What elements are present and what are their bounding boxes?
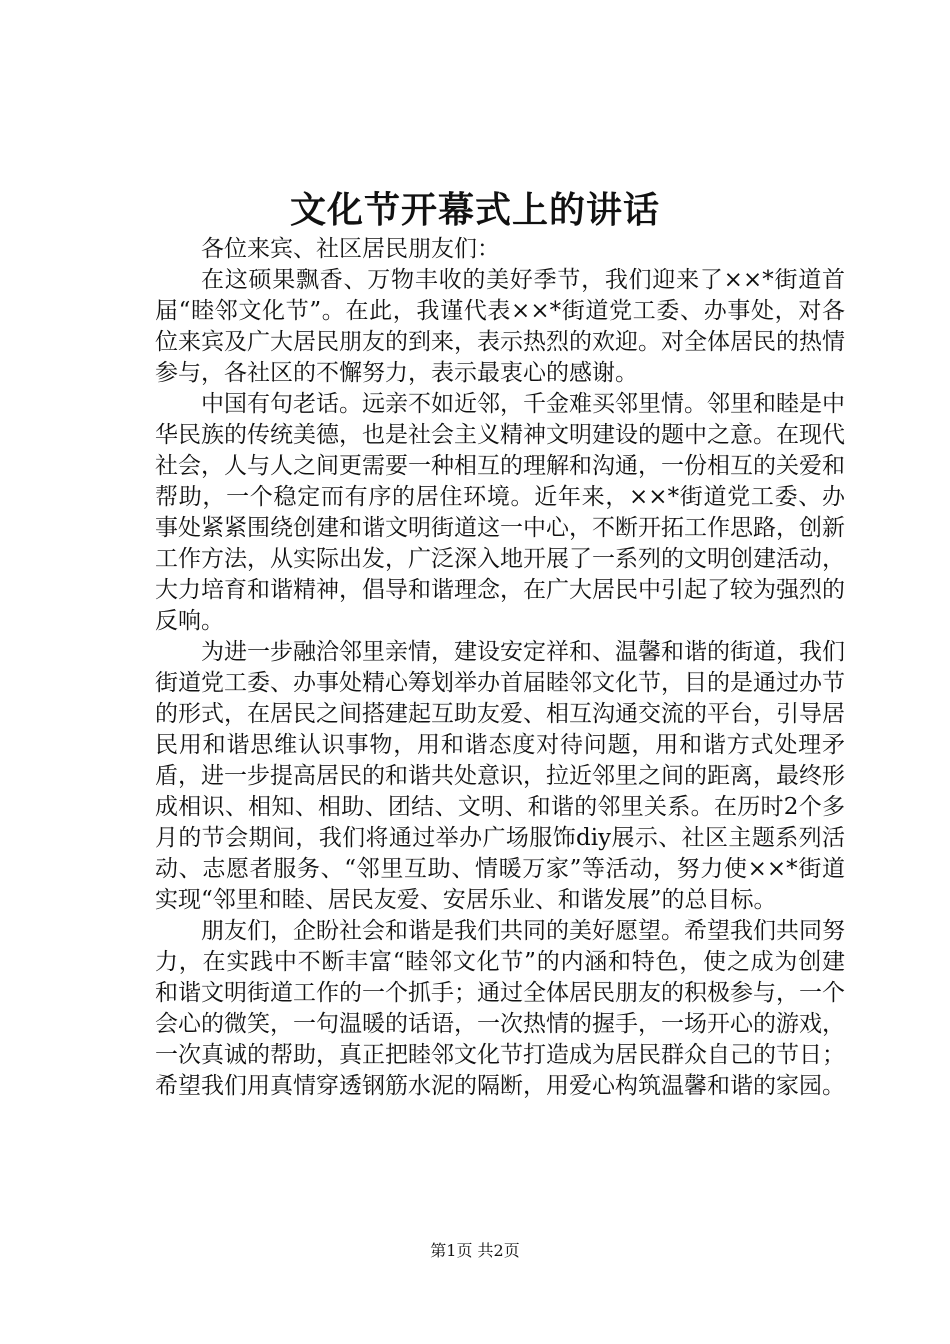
document-body (155, 234, 845, 1102)
salutation-paragraph: 各位来宾、社区居民朋友们： (201, 236, 500, 262)
body-paragraph: 中国有句老话。远亲不如近邻，千金难买邻里情。邻里和睦是中华民族的传统美德，也是社会主义精神文明建设的题中之意。在现代社会，人与人之间更需要一种相互的理解和沟通，一份相互的关爱和帮助，一个稳定而有序的居住环境。近年来，××*街道党工委、办事处紧紧围绕创建和谐文明街道这一中心，不断开拓工作思路，创新工作方法，从实际出发，广泛深入地开展了一系列的文明创建活动，大力培育和谐精神，倡导和谐理念，在广大居民中引起了较为强烈的反响。 (155, 391, 845, 634)
body-paragraph: 朋友们，企盼社会和谐是我们共同的美好愿望。希望我们共同努力，在实践中不断丰富“睦邻文化节”的内涵和特色，使之成为创建和谐文明街道工作的一个抓手；通过全体居民朋友的积极参与，一个会心的微笑，一句温暖的话语，一次热情的握手，一场开心的游戏，一次真诚的帮助，真正把睦邻文化节打造成为居民群众自己的节日；希望我们用真情穿透钢筋水泥的隔断，用爱心构筑温馨和谐的家园。 (155, 918, 845, 1099)
body-paragraph: 为进一步融洽邻里亲情，建设安定祥和、温馨和谐的街道，我们街道党工委、办事处精心筹划举办首届睦邻文化节，目的是通过办节的形式，在居民之间搭建起互助友爱、相互沟通交流的平台，引导居民用和谐思维认识事物，用和谐态度对待问题，用和谐方式处理矛盾，进一步提高居民的和谐共处意识，拉近邻里之间的距离，最终形成相识、相知、相助、团结、文明、和谐的邻里关系。在历时2个多月的节会期间，我们将通过举办广场服饰diy展示、社区主题系列活动、志愿者服务、“邻里互助、情暖万家”等活动，努力使××*街道实现“邻里和睦、居民友爱、安居乐业、和谐发展”的总目标。 (155, 639, 845, 913)
body-paragraph: 在这硕果飘香、万物丰收的美好季节，我们迎来了××*街道首届“睦邻文化节”。在此，我谨代表××*街道党工委、办事处，对各位来宾及广大居民朋友的到来，表示热烈的欢迎。对全体居民的热情参与，各社区的不懈努力，表示最衷心的感谢。 (155, 267, 845, 386)
document-title: 文化节开幕式上的讲话 (289, 189, 660, 231)
page-number-footer: 第1页 共2页 (430, 1241, 520, 1260)
